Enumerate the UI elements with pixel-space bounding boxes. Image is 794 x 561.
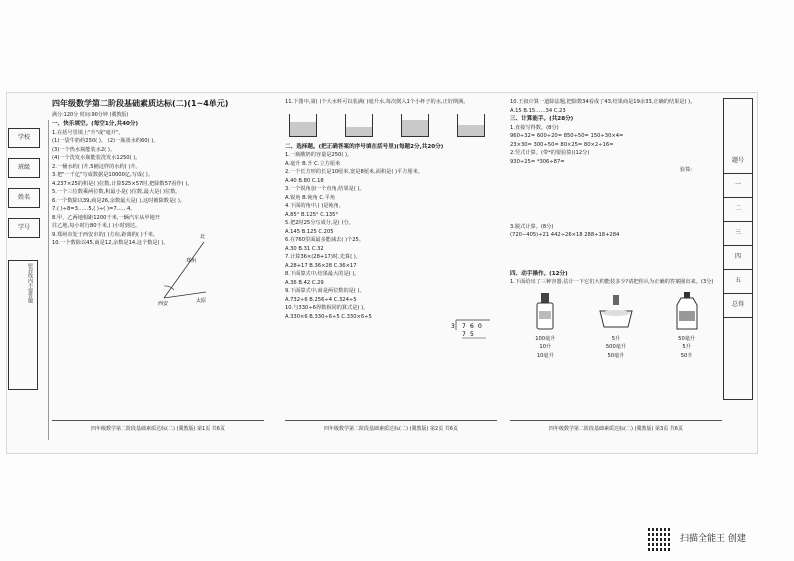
score-total: 总得 xyxy=(724,293,752,318)
option[interactable]: 500毫升 xyxy=(605,344,627,350)
divisor-digit: 3 xyxy=(451,323,455,330)
check-label: 验算: xyxy=(679,167,692,173)
map-zhengzhou-label: 郑州 xyxy=(186,258,197,264)
direction-map xyxy=(156,232,212,306)
choices: A.85° B.125° C.135° xyxy=(285,211,339,218)
question: 6.在760里面最多能减去( )个25。 xyxy=(285,237,365,243)
option[interactable]: 50毫升 xyxy=(607,352,625,359)
question: 9.郑州市处于西安市的( )方向,距离约( )千米。 xyxy=(52,231,159,238)
sink-icon xyxy=(596,291,636,333)
question: 5.把2时25分写成分,是( )分。 xyxy=(285,220,354,226)
question: 10.一个数除以45,商是12,余数是14,这个数是( )。 xyxy=(52,240,169,246)
containers-figure xyxy=(510,291,722,333)
class-field: 班级 xyxy=(8,158,40,178)
question: 1.下面给出了三种容器,估计一下它们大约能装多少?请把你认为正确的答案圈出来。(3分) xyxy=(510,279,714,285)
choices: A.15 B.15……34 C.23 xyxy=(510,107,566,114)
question: 3.把"一千亿"写成数据是10000亿,写成( )。 xyxy=(52,172,154,178)
calc-row: 930÷25= *306÷87= xyxy=(510,158,565,165)
question: 8.下面算式中,结果最大的是( )。 xyxy=(285,271,360,277)
question: 4.下面的角中,( )是钝角。 xyxy=(285,203,344,209)
option[interactable]: 5升 xyxy=(682,344,691,350)
beaker-icon xyxy=(457,114,485,137)
option[interactable]: 10升 xyxy=(539,344,552,350)
question: 3.脱式计算。(8分) xyxy=(510,223,554,230)
product-digit: 5 xyxy=(470,331,474,338)
section-4-heading: 四、动手操作。(12分) xyxy=(510,270,568,277)
choices: A.毫升 B.升 C.立方厘米 xyxy=(285,160,341,167)
option[interactable]: 10毫升 xyxy=(536,352,554,359)
section-3-heading: 三、计算能手。(共28分) xyxy=(510,116,574,122)
page-2-footer: 四年级数学第二阶段基础素质达标(二) (冀教版) 第2页 共6页 xyxy=(324,426,458,432)
container-options-row-1 xyxy=(510,335,722,344)
option[interactable]: 50升 xyxy=(680,352,693,359)
choices: A.40 B.80 C.18 xyxy=(285,177,324,184)
map-xian-label: 西安 xyxy=(158,301,169,306)
long-division-figure xyxy=(450,316,492,346)
score-cell-2: 二 xyxy=(724,197,752,222)
exam-meta: 满分:120分 时间:90分钟 (冀教版) xyxy=(52,112,129,118)
question: 4.237×25的积是( )位数,计算525×57时,把除数57看作( )。 xyxy=(52,180,193,187)
score-cell-4: 四 xyxy=(724,245,752,270)
exam-title: 四年级数学第二阶段基础素质达标(二)(1~4单元) xyxy=(52,99,229,108)
question: 10.王叔计算一道除法题,把除数34看成了43,结果商是19余33,正确的结果是( )。 xyxy=(510,99,696,105)
choices: A.732÷6 B.256÷4 C.324÷5 xyxy=(285,296,357,303)
page-1-divider xyxy=(52,420,264,421)
score-cell-1: 一 xyxy=(724,173,752,198)
map-taiyuan-label: 太原 xyxy=(196,298,207,304)
container-options-row-2 xyxy=(510,343,722,352)
page-2-divider xyxy=(285,420,497,421)
section-2-heading: 二、选择题。(把正确答案的序号填在括号里)(每题2分,共20分) xyxy=(285,143,444,150)
section-1-heading: 一、快乐填空。(每空1分,共40分) xyxy=(52,121,139,127)
option[interactable]: 5升 xyxy=(611,335,621,342)
cups-figure xyxy=(285,110,497,140)
dividend-digit: 7 xyxy=(462,323,466,330)
question: 11.下图中,第( )个大水杯可以装满( )毫升水,每次倒入1个小杯子的水,正好倒满。 xyxy=(285,99,469,105)
scanner-watermark: 扫描全能王 创建 xyxy=(680,534,746,544)
question: 1.一瓶酸奶的容量是250( )。 xyxy=(285,152,353,158)
school-field: 学校 xyxy=(8,128,40,148)
option[interactable]: 100毫升 xyxy=(535,335,556,342)
calc-row: 23×30= 300÷50= 80×25= 80×2÷16= xyxy=(510,141,614,148)
question: 1.在括号里填上"升"或"毫升"。 xyxy=(52,129,124,136)
question: 2.竖式计算。(带*的要验算)(12分) xyxy=(510,150,590,156)
page-3-footer: 四年级数学第二阶段基础素质达标(二) (冀教版) 第3页 共6页 xyxy=(549,426,683,432)
question: 6.一个数除以39,商是26,余数最大是( ),这时被除数是( )。 xyxy=(52,197,186,204)
question: 1.直接写得数。(8分) xyxy=(510,124,559,131)
question: 10.与330÷6得数相同的算式是( )。 xyxy=(285,305,369,311)
question: 9.下面算式中,商是两位数的是( )。 xyxy=(285,288,365,294)
container-options-row-3 xyxy=(510,352,722,361)
question: 8.甲、乙两地相距1200千米,一辆汽车从甲地开往乙地,每小时行80千米,( )小时到达。 xyxy=(52,214,160,229)
name-field: 姓名 xyxy=(8,188,40,208)
score-cell-3: 三 xyxy=(724,221,752,246)
beaker-icon xyxy=(401,114,429,137)
question: 5.一个三位数乘两位数,积最小是( )位数,最大是( )位数。 xyxy=(52,189,181,195)
question: (3)一个热水瓶能装水2( )。 xyxy=(52,146,116,153)
page-1 xyxy=(52,98,264,248)
choices: A.145 B.125 C.205 xyxy=(285,228,334,235)
question: 2.一桶水约( )升,5桶这样的水约( )升。 xyxy=(52,163,141,170)
dividend-digit: 0 xyxy=(478,323,482,330)
qr-code-icon xyxy=(648,527,672,551)
question: 7.计算36×(28+17)时,先算( )。 xyxy=(285,254,361,260)
page-2 xyxy=(285,98,497,321)
page-3 xyxy=(510,98,722,360)
option[interactable]: 50毫升 xyxy=(678,335,696,342)
question: 2.一个长方形的长是10厘米,宽是8厘米,面积是( )平方厘米。 xyxy=(285,169,423,175)
product-digit: 7 xyxy=(462,331,466,338)
oil-bottle-icon xyxy=(667,291,707,333)
question: 3.一个锐角加一个直角,结果是( )。 xyxy=(285,186,365,192)
choices: A.36 B.42 C.29 xyxy=(285,279,324,286)
choices: A.330×6 B.330÷6÷5 C.330×6÷5 xyxy=(285,313,372,320)
score-cell-5: 五 xyxy=(724,269,752,294)
score-header: 题号 xyxy=(724,149,752,174)
choices: A.30 B.31 C.32 xyxy=(285,245,324,252)
page-3-divider xyxy=(510,420,722,421)
number-field: 学号 xyxy=(8,218,40,238)
beaker-icon xyxy=(289,114,317,137)
glue-bottle-icon xyxy=(525,291,565,333)
question: 7.( )÷8=3……5,( )÷( )=7……4。 xyxy=(52,206,136,212)
calc-row: (720−405)÷21 442÷26×18 288÷18+284 xyxy=(510,232,620,238)
question: (4)一个洗发水瓶能装洗发水1250( )。 xyxy=(52,155,141,161)
page-1-footer: 四年级数学第二阶段基础素质达标(二) (冀教版) 第1页 共6页 xyxy=(91,426,225,432)
question: (1)一袋牛奶约250( )。 (2)一瓶墨水约60( )。 xyxy=(52,138,159,144)
score-table xyxy=(723,98,753,400)
choices: A.锐角 B.钝角 C.平角 xyxy=(285,194,336,201)
choices: A.28+17 B.36×28 C.36×17 xyxy=(285,262,357,269)
map-north-label: 北 xyxy=(200,234,206,240)
binding-strip xyxy=(2,120,49,440)
seal-line-note: 密封线内不要答题 xyxy=(8,260,38,390)
beaker-icon xyxy=(345,114,373,137)
dividend-digit: 6 xyxy=(470,323,474,330)
calc-row: 960÷32= 600÷20= 850÷50= 150÷30×4= xyxy=(510,133,624,139)
